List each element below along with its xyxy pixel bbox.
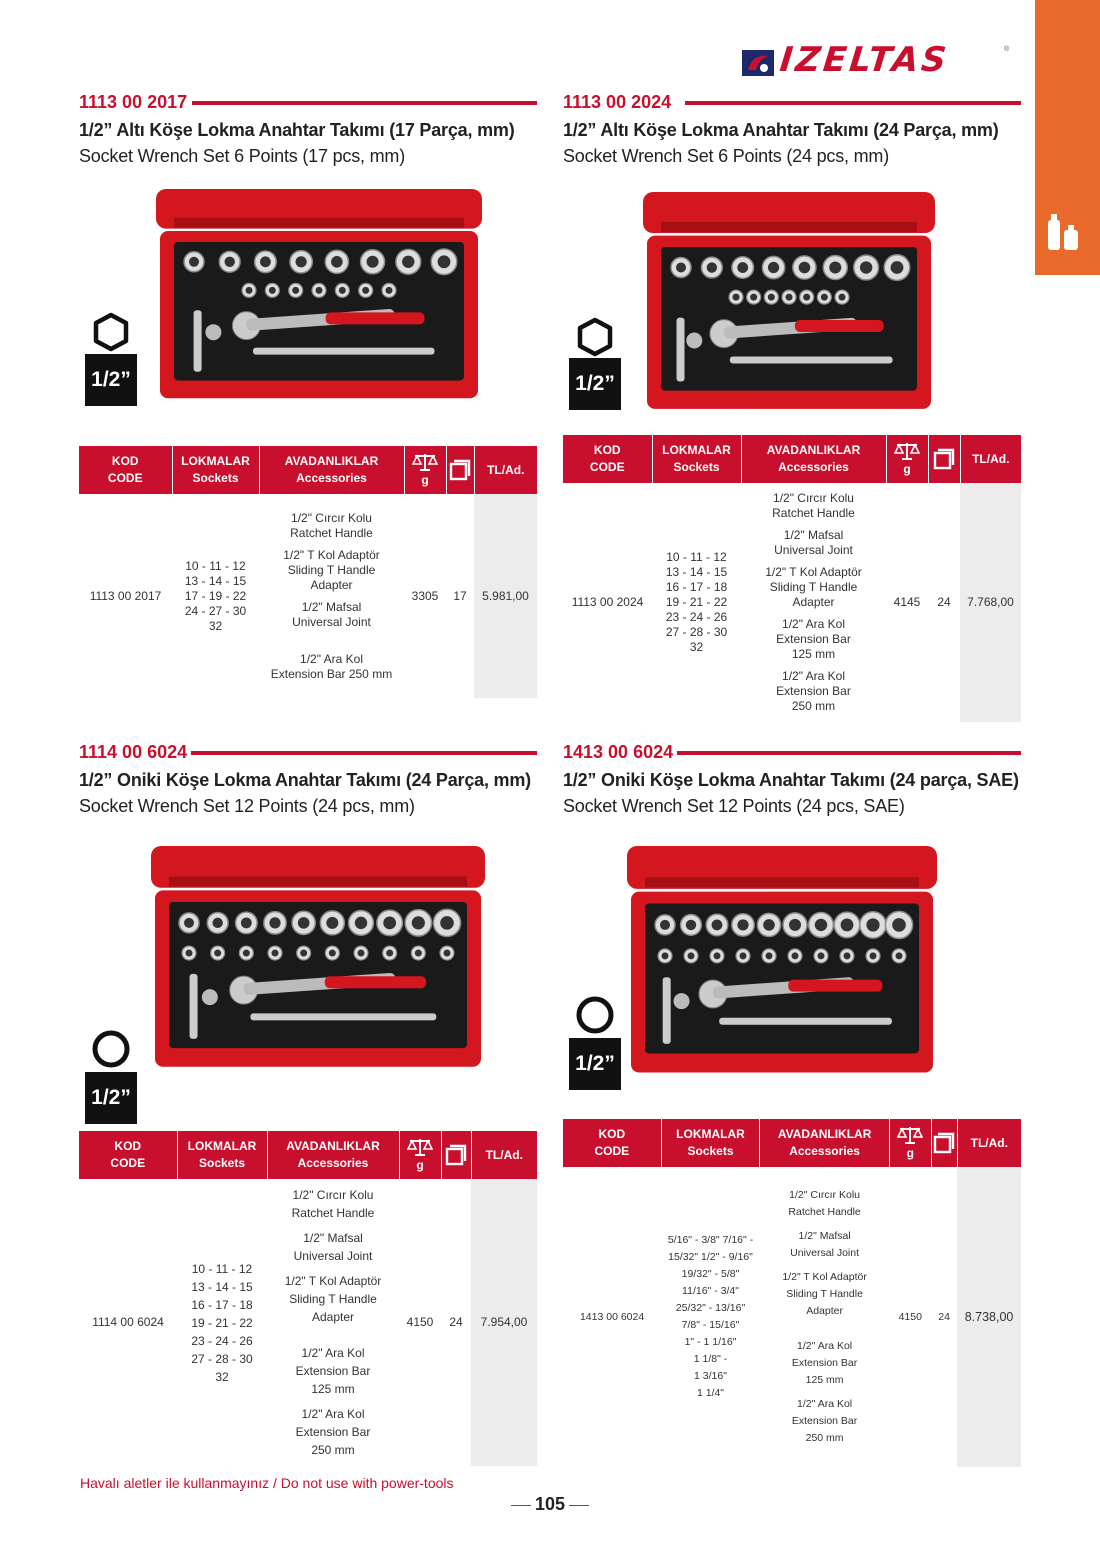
accessory-line: Universal Joint — [790, 1247, 860, 1259]
spec-table — [79, 446, 537, 698]
col-sockets-tr: LOKMALAR — [676, 1127, 745, 1141]
col-pack-header — [446, 446, 474, 494]
product-image — [625, 844, 939, 1087]
spec-table — [79, 1131, 537, 1466]
accessory-line: 1/2" Ara Kol — [782, 669, 845, 683]
accessory-item — [762, 1269, 888, 1320]
col-acc-tr: AVADANLIKLAR — [777, 1127, 872, 1141]
col-code-header — [79, 446, 172, 494]
product-code-cell: 1113 00 2024 — [571, 595, 644, 609]
socket-size-line: 19/32" - 5/8" — [681, 1268, 740, 1280]
col-acc-tr: AVADANLIKLAR — [766, 443, 861, 457]
socket-size-line: 5/16" - 3/8" 7/16" - — [667, 1234, 754, 1246]
accessory-line: Ratchet Handle — [772, 506, 855, 520]
accessory-line: 1/2" Mafsal — [303, 1231, 363, 1245]
col-acc-tr: AVADANLIKLAR — [284, 454, 379, 468]
product-title-tr: 1/2” Oniki Köşe Lokma Anahtar Takımı (24 parça, SAE) — [563, 770, 1019, 790]
price-cell: 7.954,00 — [471, 1179, 537, 1466]
weight-cell: 4150 — [406, 1315, 434, 1329]
product-code-cell: 1113 00 2017 — [89, 588, 162, 603]
box-icon — [933, 1132, 955, 1154]
accessory-line: 1/2" T Kol Adaptör — [765, 565, 862, 579]
col-weight-header — [404, 446, 446, 494]
socket-size-line: 1 1/4" — [696, 1387, 725, 1399]
col-sockets-header — [661, 1119, 760, 1167]
accessory-line: 1/2" Ara Kol — [301, 1346, 365, 1360]
col-accessories-header — [741, 435, 886, 483]
socket-size-line: 1 1/8" - — [693, 1353, 728, 1365]
box-icon — [933, 448, 955, 470]
table-header-row — [79, 1131, 537, 1179]
accessory-item — [269, 1272, 397, 1326]
brand-logo — [740, 40, 1012, 80]
weight-unit: g — [903, 461, 911, 476]
col-weight-header — [889, 1119, 931, 1167]
spec-table — [563, 1119, 1021, 1467]
socket-type-badge — [91, 312, 131, 357]
product-code-heading: 1114 00 6024 — [79, 742, 188, 762]
accessories-cell — [760, 1167, 890, 1467]
col-sockets-tr: LOKMALAR — [181, 454, 250, 468]
weight-unit: g — [906, 1145, 914, 1160]
accessory-line: Extension Bar — [791, 1415, 858, 1427]
col-accessories-header — [259, 446, 404, 494]
table-row — [79, 1179, 537, 1466]
col-pack-header — [931, 1119, 957, 1167]
accessory-item — [762, 1338, 888, 1389]
socket-size-line: 11/16" - 3/4" — [682, 1285, 739, 1297]
col-acc-en: Accessories — [296, 471, 367, 485]
col-code-header — [79, 1131, 177, 1179]
accessory-item — [261, 548, 402, 593]
accessory-line: 1/2" Ara Kol — [301, 1407, 365, 1421]
weight-unit: g — [416, 1157, 424, 1172]
product-title-tr: 1/2” Altı Köşe Lokma Anahtar Takımı (17 Parça, mm) — [79, 120, 515, 140]
accessory-line: 1/2" T Kol Adaptör — [283, 547, 380, 562]
logo-emblem-icon — [740, 48, 776, 78]
accessory-line: 1/2" Mafsal — [783, 528, 844, 542]
col-sockets-tr: LOKMALAR — [662, 443, 731, 457]
col-pack-header — [441, 1131, 471, 1179]
col-price-header: TL/Ad. — [471, 1131, 537, 1179]
heading-rule — [192, 101, 537, 105]
accessory-item — [743, 528, 884, 558]
accessory-item — [269, 1344, 397, 1398]
price-cell: 5.981,00 — [474, 494, 537, 698]
heading-rule — [191, 751, 537, 755]
accessory-item — [261, 652, 402, 682]
pack-qty-cell: 17 — [453, 588, 467, 603]
brand-name: IZELTAS — [777, 40, 952, 80]
socket-size-line: 19 - 21 - 22 — [191, 1315, 253, 1330]
socket-size-line: 13 - 14 - 15 — [184, 573, 247, 588]
accessories-cell — [741, 483, 886, 722]
socket-type-badge — [91, 1029, 131, 1074]
accessory-line: 1/2" T Kol Adaptör — [782, 1271, 867, 1283]
socket-size-line: 17 - 19 - 22 — [184, 588, 247, 603]
socket-size-line: 13 - 14 - 15 — [665, 565, 728, 579]
product-code-heading: 1113 00 2024 — [563, 92, 672, 112]
col-sockets-en: Sockets — [198, 1156, 246, 1170]
col-code-tr: KOD — [114, 1139, 142, 1153]
product-title-en: Socket Wrench Set 6 Points (24 pcs, mm) — [563, 146, 889, 166]
col-code-header — [563, 435, 652, 483]
accessory-item — [261, 600, 402, 630]
accessory-line: 250 mm — [791, 699, 836, 713]
socket-size-line: 27 - 28 - 30 — [665, 625, 728, 639]
accessory-line: 1/2" Ara Kol — [782, 617, 845, 631]
socket-size-line: 16 - 17 - 18 — [665, 580, 728, 594]
drive-size-label: 1/2” — [85, 1072, 137, 1124]
accessory-line: Ratchet Handle — [290, 525, 373, 540]
accessory-item — [269, 1186, 397, 1222]
accessory-line: Adapter — [806, 1305, 843, 1317]
table-header-row — [563, 1119, 1021, 1167]
socket-size-line: 10 - 11 - 12 — [666, 550, 727, 564]
sockets-cell — [652, 483, 741, 722]
pack-qty-cell: 24 — [449, 1315, 463, 1329]
accessory-line: 1/2" Cırcır Kolu — [291, 510, 372, 525]
col-sockets-header — [177, 1131, 267, 1179]
sockets-cell — [661, 1167, 760, 1467]
socket-size-line: 1 3/16" — [694, 1370, 727, 1382]
col-sockets-en: Sockets — [673, 460, 720, 474]
accessory-line: Adapter — [311, 1310, 355, 1324]
accessory-item — [762, 1396, 888, 1447]
accessory-line: Ratchet Handle — [788, 1206, 861, 1218]
accessory-line: 125 mm — [805, 1374, 844, 1386]
product-code-cell: 1114 00 6024 — [92, 1315, 164, 1329]
accessory-item — [762, 1228, 888, 1262]
socket-size-line: 7/8" - 15/16" — [681, 1319, 740, 1331]
accessory-line: 1/2" Cırcır Kolu — [789, 1189, 860, 1201]
socket-set-case-image — [625, 844, 939, 1082]
col-code-en: CODE — [594, 1144, 630, 1158]
heading-rule — [685, 101, 1021, 105]
accessory-line: Sliding T Handle — [289, 1292, 377, 1306]
accessory-line: Adapter — [310, 577, 353, 592]
product-image — [641, 190, 937, 423]
box-icon — [445, 1144, 467, 1166]
accessory-line: Sliding T Handle — [769, 580, 858, 594]
socket-size-line: 32 — [215, 1369, 229, 1384]
table-row — [79, 494, 537, 698]
col-code-en: CODE — [107, 471, 143, 485]
page-number — [0, 1494, 1100, 1515]
accessory-line: 1/2" Ara Kol — [797, 1340, 853, 1352]
accessory-item — [743, 565, 884, 610]
accessory-line: Sliding T Handle — [287, 562, 376, 577]
scale-icon — [897, 1125, 923, 1145]
socket-size-line: 15/32" 1/2" - 9/16" — [668, 1251, 753, 1263]
scale-icon — [407, 1137, 433, 1157]
socket-size-line: 10 - 11 - 12 — [185, 558, 246, 573]
socket-type-badge — [575, 995, 615, 1040]
accessory-item — [743, 617, 884, 662]
product-code-heading: 1113 00 2017 — [79, 92, 188, 112]
accessory-line: 1/2" Cırcır Kolu — [773, 491, 854, 505]
socket-size-line: 13 - 14 - 15 — [191, 1279, 253, 1294]
accessory-line: 250 mm — [311, 1443, 355, 1457]
price-cell: 8.738,00 — [957, 1167, 1021, 1467]
page-number-value: 105 — [534, 1494, 566, 1514]
col-weight-header — [399, 1131, 441, 1179]
table-header-row — [79, 446, 537, 494]
socket-size-line: 32 — [208, 618, 223, 633]
col-acc-en: Accessories — [789, 1144, 860, 1158]
accessory-line: Universal Joint — [292, 614, 371, 629]
accessory-line: 1/2" Mafsal — [301, 599, 362, 614]
product-image — [154, 187, 484, 412]
accessory-item — [269, 1229, 397, 1265]
col-price-header: TL/Ad. — [474, 446, 537, 494]
col-sockets-en: Sockets — [192, 471, 239, 485]
col-sockets-tr: LOKMALAR — [187, 1139, 257, 1153]
scale-icon — [894, 441, 920, 461]
col-pack-header — [928, 435, 960, 483]
spec-table — [563, 435, 1021, 722]
accessory-line: Extension Bar — [295, 1364, 371, 1378]
accessory-line: Extension Bar — [295, 1425, 371, 1439]
socket-size-line: 24 - 27 - 30 — [184, 603, 247, 618]
socket-size-line: 32 — [689, 640, 704, 654]
accessory-item — [762, 1187, 888, 1221]
col-acc-en: Accessories — [297, 1156, 369, 1170]
product-code-heading: 1413 00 6024 — [563, 742, 674, 762]
price-cell: 7.768,00 — [960, 483, 1021, 722]
box-icon — [449, 459, 471, 481]
socket-set-case-image — [149, 844, 487, 1076]
scale-icon — [412, 452, 438, 472]
drive-size-label: 1/2” — [85, 354, 137, 406]
product-code-cell: 1413 00 6024 — [579, 1310, 645, 1323]
accessory-line: Extension Bar — [776, 684, 851, 698]
socket-set-case-image — [154, 187, 484, 407]
drive-size-label: 1/2” — [569, 358, 621, 410]
pack-qty-cell: 24 — [938, 1310, 950, 1323]
col-sockets-en: Sockets — [687, 1144, 734, 1158]
table-row — [563, 483, 1021, 722]
accessory-line: 250 mm — [805, 1432, 844, 1444]
sockets-cell — [177, 1179, 267, 1466]
col-price-header: TL/Ad. — [957, 1119, 1021, 1167]
accessory-line: 1/2" Mafsal — [798, 1230, 851, 1242]
col-code-tr: KOD — [111, 454, 139, 468]
product-title-en: Socket Wrench Set 6 Points (17 pcs, mm) — [79, 146, 405, 166]
table-header-row — [563, 435, 1021, 483]
socket-size-line: 19 - 21 - 22 — [665, 595, 728, 609]
twelve-point-socket-icon — [91, 1029, 131, 1069]
col-code-en: CODE — [110, 1156, 146, 1170]
hexagon-socket-icon — [575, 317, 615, 357]
drive-size-label: 1/2” — [569, 1038, 621, 1090]
socket-size-line: 23 - 24 - 26 — [191, 1333, 253, 1348]
accessory-line: Extension Bar 250 mm — [270, 666, 393, 681]
socket-category-icon — [1046, 212, 1080, 252]
socket-size-line: 16 - 17 - 18 — [191, 1297, 253, 1312]
accessory-line: 125 mm — [791, 647, 836, 661]
socket-type-badge — [575, 317, 615, 362]
accessory-item — [743, 669, 884, 714]
table-row — [563, 1167, 1021, 1467]
heading-rule — [677, 751, 1021, 755]
accessory-line: Extension Bar — [776, 632, 851, 646]
accessory-line: 1/2" T Kol Adaptör — [284, 1274, 382, 1288]
accessory-line: 1/2" Ara Kol — [797, 1398, 853, 1410]
weight-unit: g — [421, 472, 429, 487]
pack-qty-cell: 24 — [937, 595, 951, 609]
accessory-item — [261, 511, 402, 541]
socket-size-line: 25/32" - 13/16" — [675, 1302, 746, 1314]
col-sockets-header — [172, 446, 259, 494]
registered-mark: ® — [1004, 46, 1010, 53]
accessory-line: Adapter — [792, 595, 835, 609]
col-code-en: CODE — [589, 460, 625, 474]
socket-size-line: 10 - 11 - 12 — [191, 1261, 253, 1276]
product-title-en: Socket Wrench Set 12 Points (24 pcs, mm) — [79, 796, 415, 816]
accessory-line: 1/2" Ara Kol — [300, 651, 363, 666]
product-title-tr: 1/2” Oniki Köşe Lokma Anahtar Takımı (24 Parça, mm) — [79, 770, 531, 790]
power-tool-warning: Havalı aletler ile kullanmayınız / Do not use with power-tools — [80, 1475, 454, 1491]
col-accessories-header — [267, 1131, 399, 1179]
accessory-line: Sliding T Handle — [786, 1288, 863, 1300]
product-image — [149, 844, 487, 1081]
product-title-tr: 1/2” Altı Köşe Lokma Anahtar Takımı (24 Parça, mm) — [563, 120, 999, 140]
accessories-cell — [259, 494, 404, 698]
col-acc-en: Accessories — [778, 460, 849, 474]
col-price-header: TL/Ad. — [960, 435, 1021, 483]
accessory-line: Ratchet Handle — [291, 1206, 375, 1220]
accessory-line: 125 mm — [311, 1382, 355, 1396]
col-accessories-header — [760, 1119, 890, 1167]
col-code-tr: KOD — [598, 1127, 626, 1141]
accessory-item — [269, 1405, 397, 1459]
col-code-header — [563, 1119, 661, 1167]
twelve-point-socket-icon — [575, 995, 615, 1035]
sockets-cell — [172, 494, 259, 698]
accessory-line: Universal Joint — [293, 1249, 373, 1263]
hexagon-socket-icon — [91, 312, 131, 352]
socket-size-line: 23 - 24 - 26 — [665, 610, 728, 624]
socket-set-case-image — [641, 190, 937, 418]
weight-cell: 4150 — [898, 1310, 922, 1323]
accessory-line: Extension Bar — [791, 1357, 858, 1369]
weight-cell: 3305 — [411, 588, 439, 603]
weight-cell: 4145 — [893, 595, 921, 609]
socket-size-line: 1" - 1 1/16" — [684, 1336, 737, 1348]
socket-size-line: 27 - 28 - 30 — [191, 1351, 253, 1366]
col-sockets-header — [652, 435, 741, 483]
accessory-line: Universal Joint — [774, 543, 853, 557]
accessory-item — [743, 491, 884, 521]
accessories-cell — [267, 1179, 399, 1466]
col-weight-header — [886, 435, 928, 483]
col-code-tr: KOD — [593, 443, 621, 457]
col-acc-tr: AVADANLIKLAR — [286, 1139, 380, 1153]
product-title-en: Socket Wrench Set 12 Points (24 pcs, SAE) — [563, 796, 905, 816]
accessory-line: 1/2" Cırcır Kolu — [292, 1188, 374, 1202]
